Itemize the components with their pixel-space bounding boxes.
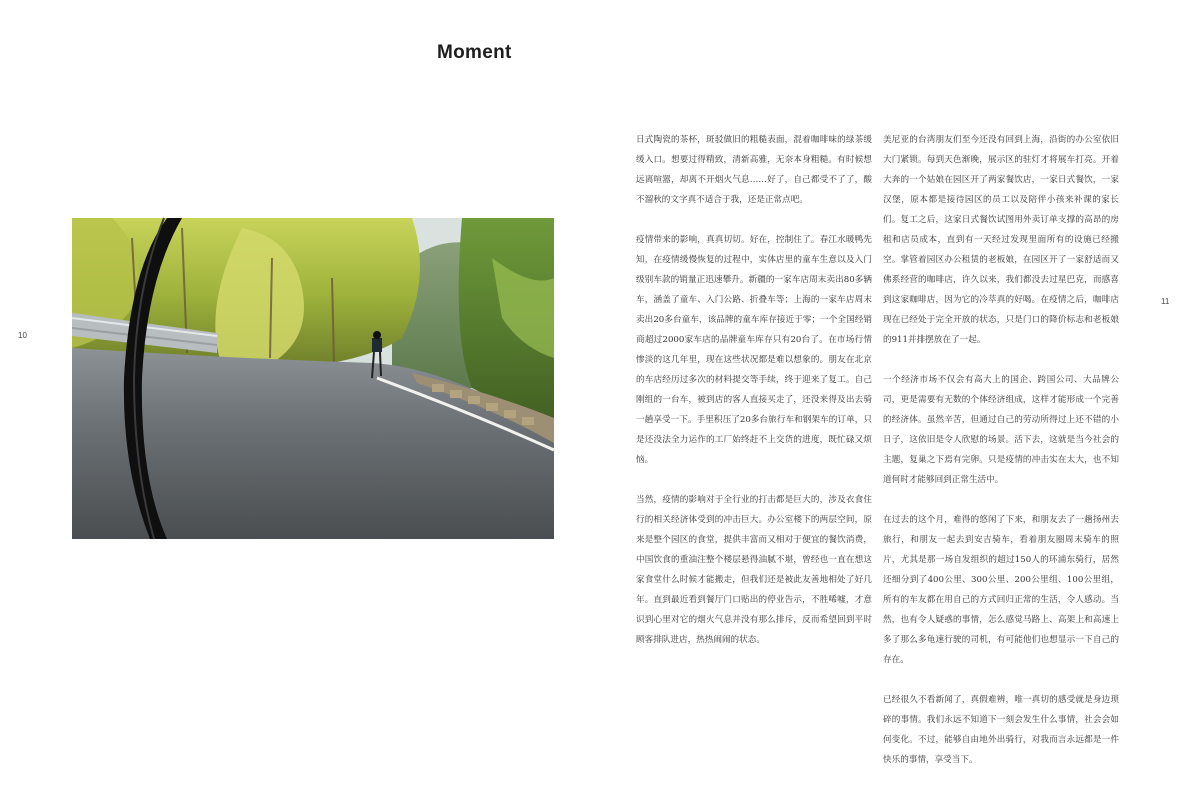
page-title: Moment (437, 42, 512, 63)
text-column-right (883, 130, 1119, 790)
text-column-left (636, 130, 872, 670)
paragraph: 日式陶瓷的茶杯，斑驳做旧的粗糙表面，混着咖啡味的绿茶缓缓入口。想要过得精致，清新高雅，无奈本身粗糙。有时候想远离喧嚣，却离不开烟火气息……好了，自己都受不了了，酸不溜秋的文字真不适合于我，还是正常点吧。 (636, 135, 872, 205)
page-number-left: 10 (18, 331, 27, 340)
paragraph: 美尼亚的台湾朋友们至今还没有回到上海，沿街的办公室依旧大门紧锁。每到天色渐晚，展示区的驻灯才将展车打亮。开着大奔的一个姑娘在园区开了两家餐饮店，一家日式餐饮，一家汉堡，原本都是接待园区的员工以及陪伴小孩来补课的家长们。复工之后，这家日式餐饮试图用外卖订单支撑的高昂的房租和店员成本，直到有一天经过发现里面所有的设施已经搬空。掌管着园区办公租赁的老板娘，在园区开了一家舒适而又佛系经营的咖啡店，许久以来，我们都没去过星巴克，而感喜到这家咖啡店，因为它的冷萃真的好喝。在疫情之后，咖啡店现在已经处于完全开放的状态，只是门口的降价标志和老板娘的911并排摆放在了一起。 (883, 135, 1119, 345)
paragraph: 当然，疫情的影响对于全行业的打击都是巨大的，涉及衣食住行的相关经济体受到的冲击巨大。办公室楼下的两层空间，原来是整个园区的食堂，提供丰富而又相对于便宜的餐饮消费，中国饮食的重油注整个楼层悬得油腻不堪，曾经也一直在想这家食堂什么时候才能搬走，但我们还是被此友善地相处了好几年。直到最近看到餐厅门口贴出的停业告示，不胜唏嘘，才意识到心里对它的烟火气息并没有那么排斥，反而希望回到平时顾客排队进店，热热闹闹的状态。 (636, 495, 872, 645)
paragraph: 疫情带来的影响，真真切切。好在，控制住了。春江水暖鸭先知，在疫情缓慢恢复的过程中，实体店里的童车生意以及入门级别车款的销量正迅速攀升。新疆的一家车店周末卖出80多辆车，涵盖了童车、入门公路、折叠车等；上海的一家车店周末卖出20多台童车，该品牌的童车库存接近于零；一个全国经销商超过2000家车店的品牌童车库存只有20台了。在市场行情惨淡的这几年里，现在这些状况都是难以想象的。朋友在北京的车店经历过多次的材料提交等手续，终于迎来了复工。自己刚组的一台车，被到店的客人直接买走了，还没来得及出去骑一趟享受一下。手里积压了20多台旅行车和钢架车的订单，只是还没法全力运作的工厂始终赶不上交货的进度，既忙碌又烦恼。 (636, 235, 872, 465)
paragraph: 在过去的这个月，难得的悠闲了下来，和朋友去了一趟扬州去旅行，和朋友一起去到安吉骑车，看着朋友圈周末骑车的照片，尤其是那一场自发组织的超过150人的环浦东骑行，居然还细分到了400公里、300公里、200公里组、100公里组，所有的车友都在用自己的方式回归正常的生活，令人感动。当然，也有令人疑惑的事情，怎么感觉马路上、高架上和高速上多了那么多龟速行驶的司机，有可能他们也想显示一下自己的存在。 (883, 515, 1119, 665)
cycling-photo (72, 218, 554, 539)
paragraph: 已经很久不看新闻了，真假难辨，唯一真切的感受就是身边琐碎的事情。我们永远不知道下一刻会发生什么事情，社会会如何变化。不过，能够自由地外出骑行，对我而言永远都是一件快乐的事情，享受当下。 (883, 695, 1119, 765)
page-number-right: 11 (1161, 297, 1170, 306)
paragraph: 一个经济市场不仅会有高大上的国企、跨国公司、大品牌公司，更是需要有无数的个体经济组成，这样才能形成一个完善的经济体。虽然辛苦，但通过自己的劳动所得过上还不错的小日子，这依旧是令人欣慰的场景。活下去，这就是当今社会的主题，复巢之下焉有完卵。只是疫情的冲击实在太大，也不知道何时才能够回到正常生活中。 (883, 375, 1119, 485)
